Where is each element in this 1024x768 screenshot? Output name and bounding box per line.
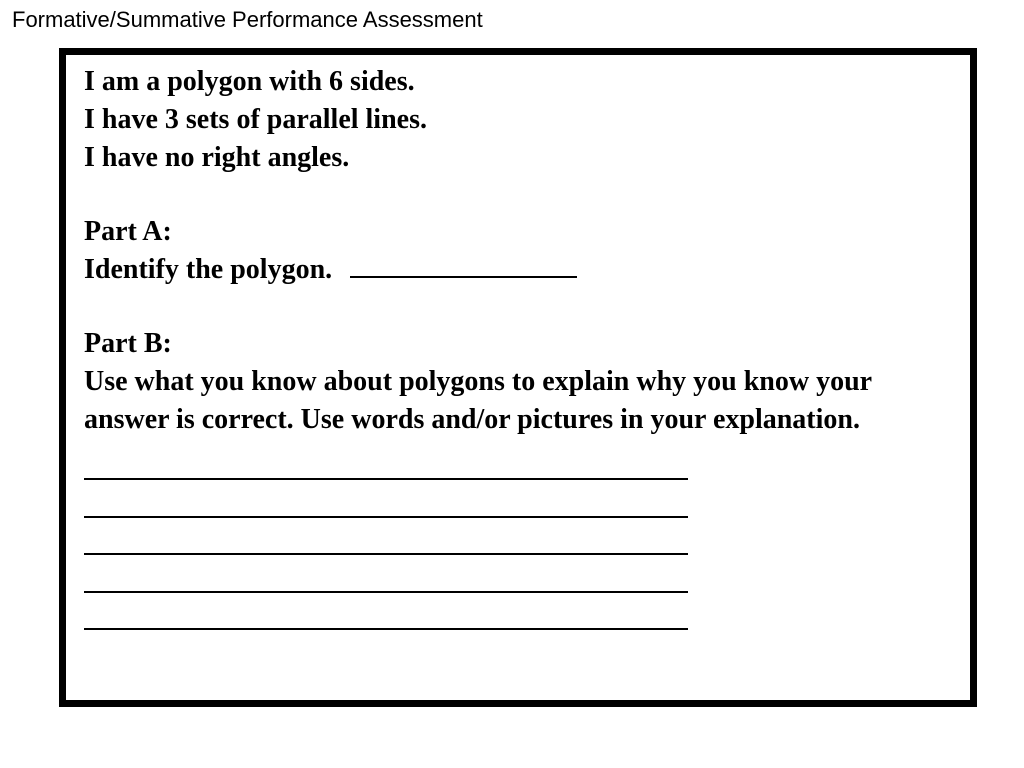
answer-line[interactable] bbox=[84, 557, 688, 593]
spacer bbox=[84, 289, 950, 325]
part-b-instruction: Use what you know about polygons to explain why you know your answer is correct. Use words and/or pictures in your explanation. bbox=[84, 366, 872, 435]
question-box bbox=[59, 48, 977, 707]
answer-line[interactable] bbox=[84, 482, 688, 518]
part-a-row bbox=[84, 251, 950, 289]
clue-parallel-lines: I have 3 sets of parallel lines. bbox=[84, 104, 427, 135]
part-b-heading: Part B: bbox=[84, 328, 172, 359]
answer-line[interactable] bbox=[84, 594, 688, 630]
part-a-heading: Part A: bbox=[84, 216, 172, 247]
part-b-answer-lines bbox=[84, 444, 950, 630]
answer-line[interactable] bbox=[84, 444, 688, 480]
clue-sides: I am a polygon with 6 sides. bbox=[84, 66, 415, 97]
question-content bbox=[84, 63, 950, 630]
answer-line[interactable] bbox=[84, 519, 688, 555]
spacer bbox=[84, 177, 950, 213]
part-a-answer-blank[interactable] bbox=[350, 252, 577, 278]
clue-right-angles: I have no right angles. bbox=[84, 142, 350, 173]
part-a-question: Identify the polygon. bbox=[84, 254, 333, 285]
page-title: Formative/Summative Performance Assessment bbox=[12, 7, 483, 32]
